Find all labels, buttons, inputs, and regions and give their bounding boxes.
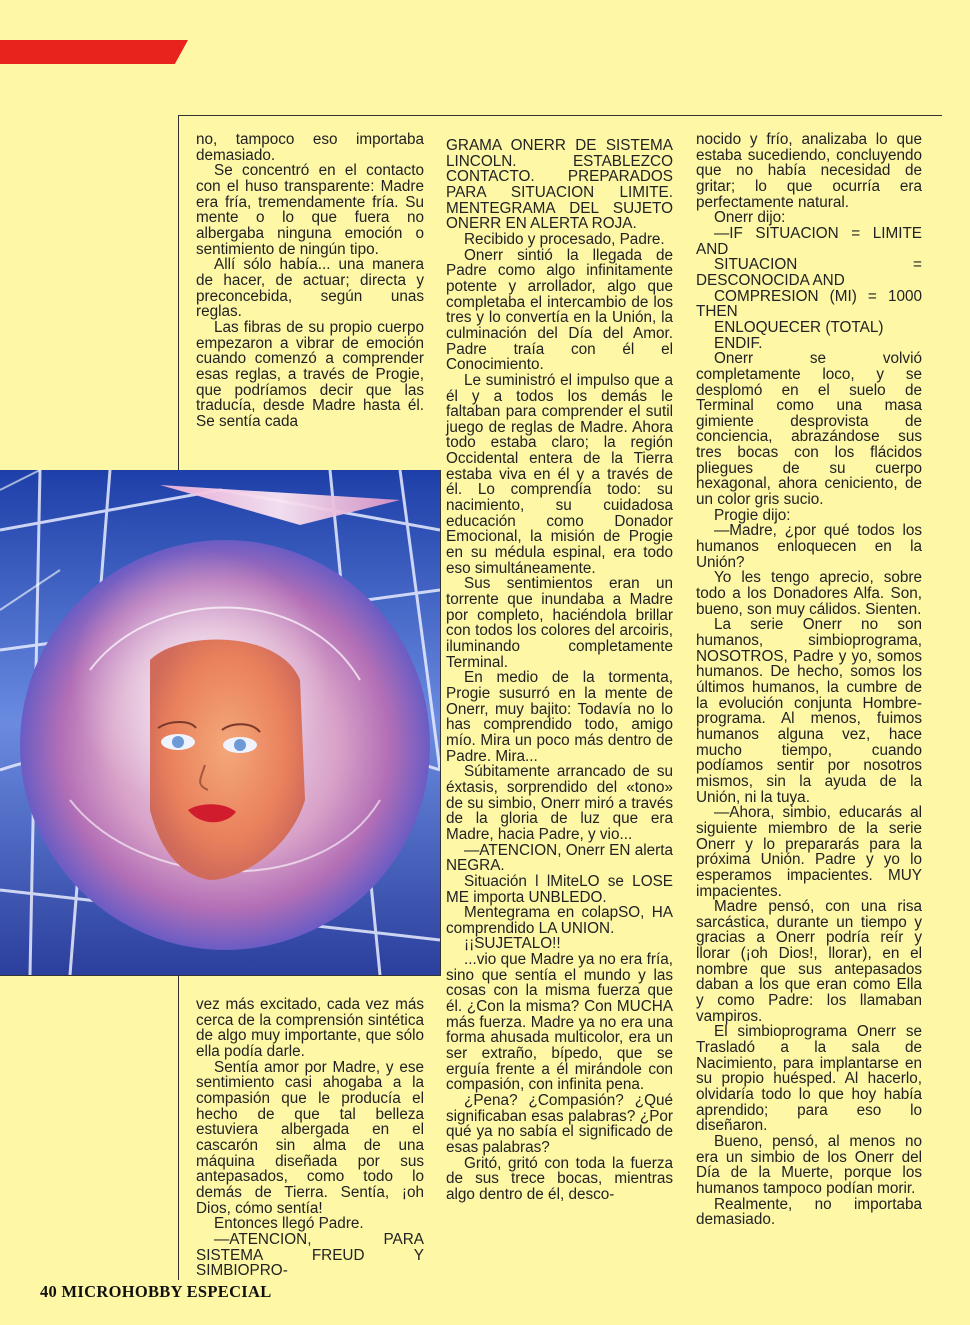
text-column-1-top bbox=[196, 132, 424, 429]
paragraph: Sentía amor por Madre, y ese sentimiento casi ahogaba a la compasión que le producía el hecho de que tal belleza estuviera albergada en el cascarón sin alma de una máquina diseñada por sus antepasados, como todo lo demás de Tierra. Sentía, ¡oh Dios, cómo sentía! bbox=[196, 1058, 424, 1217]
code-line: COMPRESION (MI) = 1000 THEN bbox=[696, 287, 922, 321]
paragraph: ...vio que Madre ya no era fría, sino que sentía el mundo y las cosas con la misma fuerza que él. ¿Con la misma? Con MUCHA más fuerza. Madre ya no era una forma ahusada multicolor, era un ser extraño, bípedo, que se erguía frente a él mirándole con compasión, con infinita pena. bbox=[446, 951, 673, 1094]
magazine-name: MICROHOBBY ESPECIAL bbox=[61, 1282, 272, 1301]
paragraph: Realmente, no importaba demasiado. bbox=[696, 1195, 922, 1229]
paragraph: vez más excitado, cada vez más cerca de la comprensión sintética de algo muy importante, que sólo ella podía darle. bbox=[196, 996, 424, 1060]
paragraph: Yo les tengo aprecio, sobre todo a los Donadores Alfa. Son, bueno, son muy cálidos. Sienten. bbox=[696, 569, 922, 618]
paragraph: Gritó, gritó con toda la fuerza de sus trece bocas, mientras algo dentro de él, desco- bbox=[446, 1154, 673, 1203]
red-corner-bar bbox=[0, 40, 188, 64]
paragraph: Situación l lMiteLO se LOSE ME importa UNBLEDO. bbox=[446, 872, 673, 906]
text-column-1-bottom bbox=[196, 997, 424, 1279]
paragraph: —Madre, ¿por qué todos los humanos enloquecen en la Unión? bbox=[696, 522, 922, 571]
paragraph: Se concentró en el contacto con el huso transparente: Madre era fría, tremendamente fría. Su mente o lo que fuera no albergaba ninguna emoción o sentimiento de ningún tipo. bbox=[196, 162, 424, 258]
paragraph: GRAMA ONERR DE SISTEMA LINCOLN. ESTABLEZCO CONTACTO. PREPARADOS PARA SITUACION LIMITE. MENTEGRAMA DEL SUJETO ONERR EN ALERTA ROJA. bbox=[446, 137, 673, 233]
code-line: ENDIF. bbox=[714, 334, 763, 352]
code-line: SITUACION = DESCONOCIDA AND bbox=[696, 256, 922, 289]
paragraph: —ATENCION, PARA SISTEMA FREUD Y SIMBIOPRO- bbox=[196, 1230, 424, 1280]
paragraph: nocido y frío, analizaba lo que estaba sucediendo, concluyendo que no había necesidad de gritar; lo que ocurría era perfectamente natural. bbox=[696, 131, 922, 211]
code-line: ENLOQUECER (TOTAL) bbox=[714, 318, 884, 336]
paragraph: Súbitamente arrancado de su éxtasis, sorprendido del «tono» de su simbio, Onerr miró a través de la gloria de luz que era Madre, hacia Padre, y vio... bbox=[446, 763, 673, 843]
paragraph: Entonces llegó Padre. bbox=[214, 1215, 364, 1233]
page-number: 40 bbox=[40, 1282, 58, 1301]
paragraph: —ATENCION, Onerr EN alerta NEGRA. bbox=[446, 841, 673, 875]
paragraph: Onerr sintió la llegada de Padre como algo infinitamente potente y arrollador, algo que completaba el intercambio de los tres y lo convertía en la Unión, la culminación del Día del Amor. Padre traía con él el Conocimiento. bbox=[446, 246, 673, 374]
paragraph: Onerr se volvió completamente loco, y se desplomó en el suelo de Terminal como una masa gimiente desprovista de conciencia, abrazándose sus tres bocas con los flácidos pliegues de su cuerpo hexagonal, ahora ceniciento, de un color gris sucio. bbox=[696, 350, 922, 509]
paragraph: Le suministró el impulso que a él y a todos los demás le faltaban para comprender el sutil juego de reglas de Madre. Ahora todo estaba claro; la región Occidental entera de la Tierra estaba viva en él y a través de él. Lo comprendía todo: su nacimiento, su cuidadosa educación como Donador Emocional, la misión de Progie en su médula espinal, era todo eso simultáneamente. bbox=[446, 371, 673, 577]
paragraph: Mentegrama en colapSO, HA comprendido LA UNION. bbox=[446, 904, 673, 937]
paragraph: Las fibras de su propio cuerpo empezaron a vibrar de emoción cuando comenzó a comprender esas reglas, a través de Progie, que podríamos decir que las traducía, desde Madre hasta él. Se sentía cada bbox=[196, 318, 424, 430]
paragraph: La serie Onerr no son humanos, simbioprograma, NOSOTROS, Padre y yo, somos humanos. De hecho, somos los últimos humanos, la cumbre de la evolución conjunta Hombre-programa. Al menos, fuimos humanos alguna vez, hace mucho tiempo, cuando podíamos sentir por nosotros mismos, sin la ayuda de la Unión, ni la tuya. bbox=[696, 616, 922, 806]
paragraph: —Ahora, simbio, educarás al siguiente miembro de la serie Onerr y lo prepararás para la próxima Unión. Padre y yo lo esperamos impacientes. MUY impacientes. bbox=[696, 804, 922, 900]
text-column-3 bbox=[696, 132, 922, 1228]
paragraph: no, tampoco eso importaba demasiado. bbox=[196, 131, 424, 164]
woman-face-in-sphere-illustration bbox=[0, 470, 441, 976]
paragraph: Recibido y procesado, Padre. bbox=[464, 230, 665, 248]
paragraph: Onerr dijo: bbox=[714, 209, 786, 227]
paragraph: Bueno, pensó, al menos no era un simbio de los Onerr del Día de la Muerte, porque los humanos tampoco podían morir. bbox=[696, 1133, 922, 1197]
paragraph: ¡¡SUJETALO!! bbox=[464, 935, 561, 953]
paragraph: Allí sólo había... una manera de hacer, de actuar; directa y preconcebida, según unas reglas. bbox=[196, 256, 424, 321]
text-column-2 bbox=[446, 138, 673, 1203]
page-footer bbox=[40, 1282, 272, 1302]
paragraph: El simbioprograma Onerr se Trasladó a la sala de Nacimiento, para implantarse en su propio huésped. Al hacerlo, olvidaría todo lo que hoy había aprendido; para eso lo diseñaron. bbox=[696, 1023, 922, 1135]
paragraph: ¿Pena? ¿Compasión? ¿Qué significaban esas palabras? ¿Por qué ya no sabía el significado de esas palabras? bbox=[446, 1092, 673, 1156]
paragraph: Madre pensó, con una risa sarcástica, durante un tiempo y gracias a Onerr podría reír y llorar (¡oh Dios!, llorar), en el nombre que sus antepasados daban a los que eran como Ella y como Padre: los llamaban vampiros. bbox=[696, 898, 922, 1025]
code-line: —IF SITUACION = LIMITE AND bbox=[696, 224, 922, 258]
paragraph: Progie dijo: bbox=[714, 506, 791, 524]
paragraph: En medio de la tormenta, Progie susurró en la mente de Onerr, muy bajito: Todavía no lo has comprendido todo, amigo mío. Mira un poco más dentro de Padre. Mira... bbox=[446, 669, 673, 765]
paragraph: Sus sentimientos eran un torrente que inundaba a Madre por completo, haciéndola brillar con todos los colores del arcoiris, iluminando completamente Terminal. bbox=[446, 575, 673, 671]
